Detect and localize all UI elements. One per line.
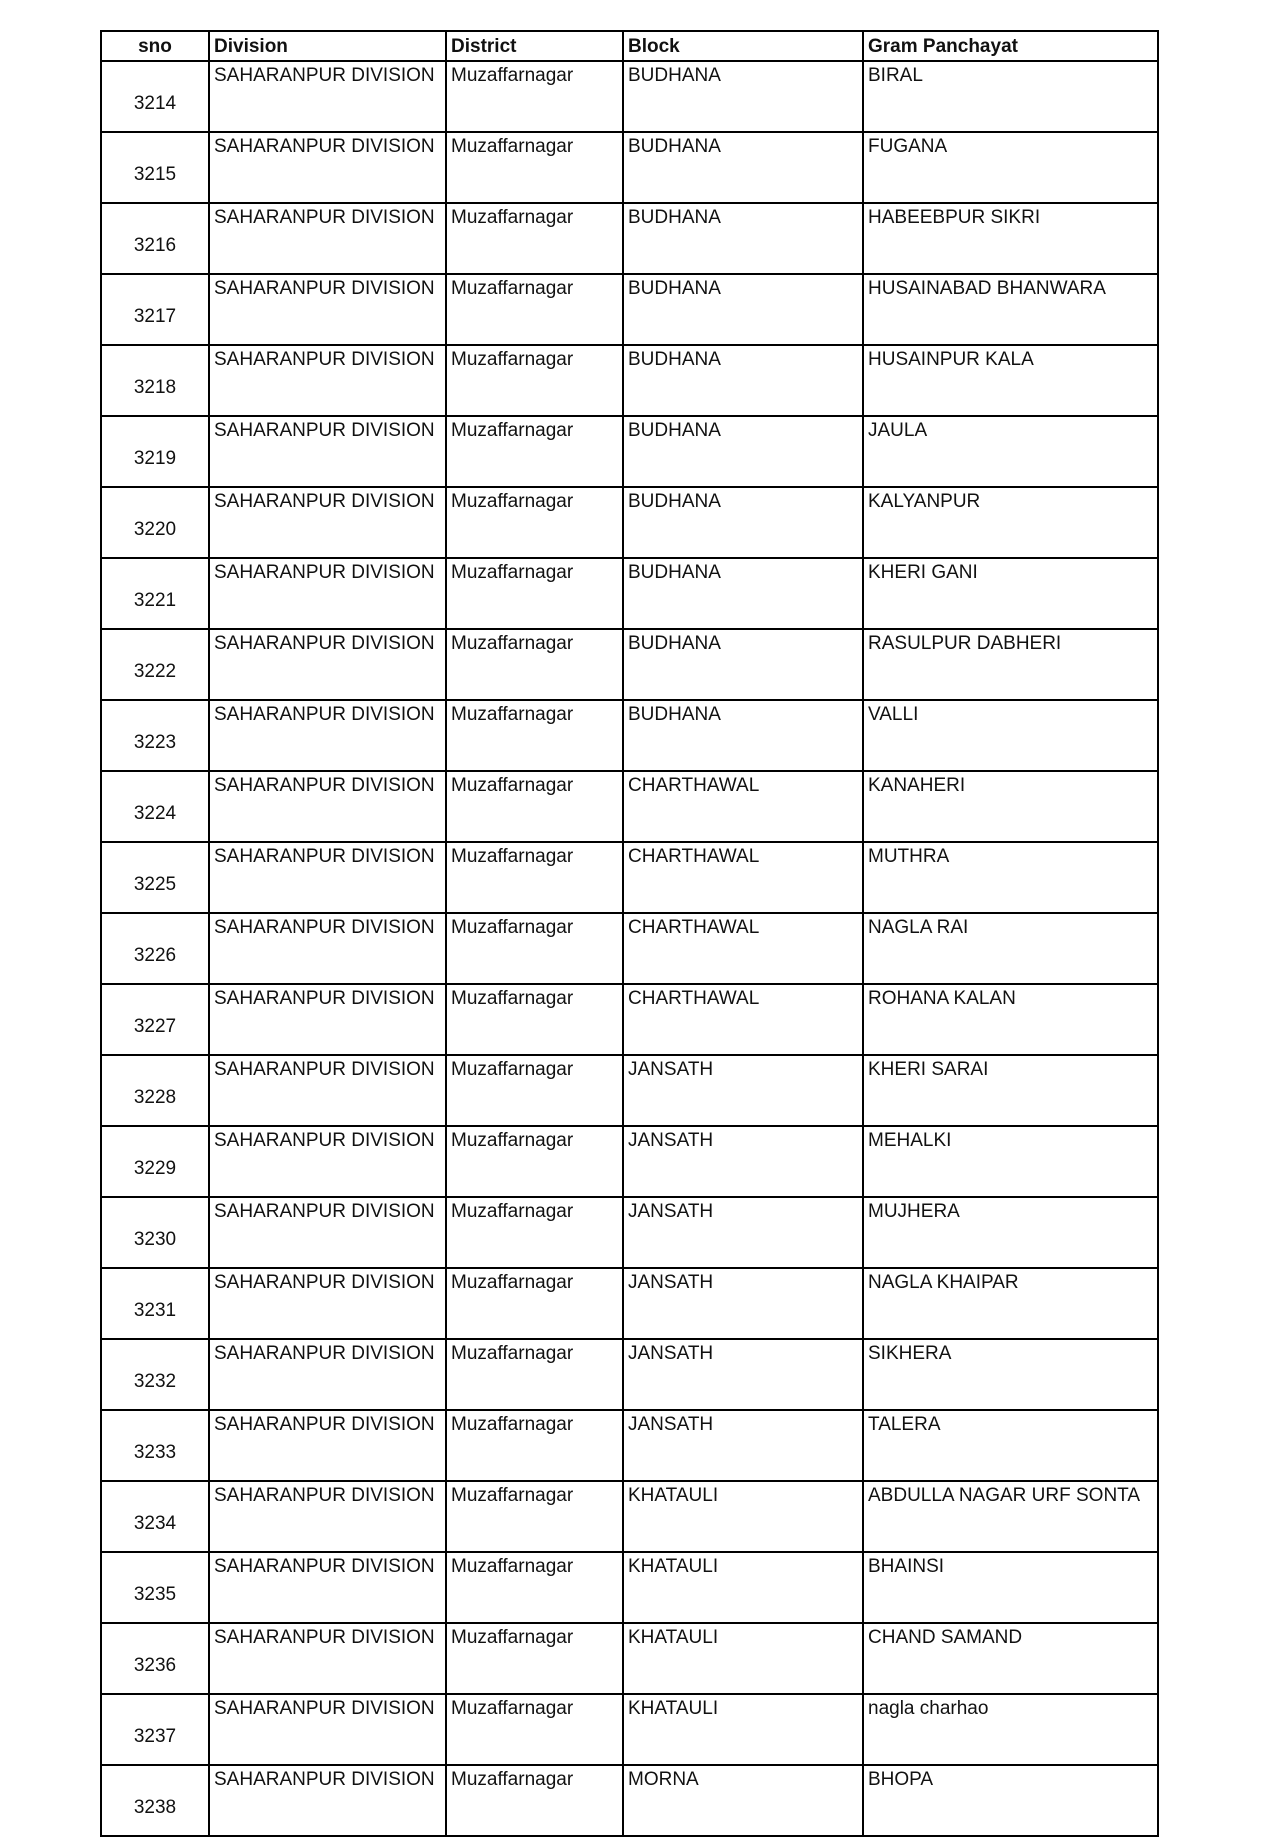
table-row — [101, 1765, 1158, 1836]
cell-gram-panchayat: MUTHRA — [863, 842, 1158, 913]
cell-district: Muzaffarnagar — [446, 771, 623, 842]
cell-district: Muzaffarnagar — [446, 61, 623, 132]
cell-sno: 3226 — [101, 913, 209, 984]
table-body — [101, 61, 1158, 1836]
cell-district: Muzaffarnagar — [446, 345, 623, 416]
cell-district: Muzaffarnagar — [446, 1410, 623, 1481]
cell-block: BUDHANA — [623, 487, 863, 558]
table-row — [101, 1268, 1158, 1339]
cell-division: SAHARANPUR DIVISION — [209, 274, 446, 345]
cell-sno: 3232 — [101, 1339, 209, 1410]
cell-sno: 3236 — [101, 1623, 209, 1694]
cell-district: Muzaffarnagar — [446, 416, 623, 487]
gram-panchayat-table — [100, 30, 1159, 1837]
cell-gram-panchayat: HUSAINABAD BHANWARA — [863, 274, 1158, 345]
cell-district: Muzaffarnagar — [446, 558, 623, 629]
table-row — [101, 1623, 1158, 1694]
cell-district: Muzaffarnagar — [446, 984, 623, 1055]
cell-division: SAHARANPUR DIVISION — [209, 132, 446, 203]
table-row — [101, 842, 1158, 913]
cell-block: JANSATH — [623, 1268, 863, 1339]
document-page — [100, 30, 1159, 1837]
cell-district: Muzaffarnagar — [446, 1268, 623, 1339]
cell-gram-panchayat: NAGLA RAI — [863, 913, 1158, 984]
cell-district: Muzaffarnagar — [446, 1623, 623, 1694]
header-district: District — [446, 31, 623, 61]
cell-division: SAHARANPUR DIVISION — [209, 416, 446, 487]
cell-gram-panchayat: KALYANPUR — [863, 487, 1158, 558]
cell-division: SAHARANPUR DIVISION — [209, 1481, 446, 1552]
cell-division: SAHARANPUR DIVISION — [209, 558, 446, 629]
cell-district: Muzaffarnagar — [446, 132, 623, 203]
table-row — [101, 558, 1158, 629]
cell-block: BUDHANA — [623, 345, 863, 416]
cell-division: SAHARANPUR DIVISION — [209, 629, 446, 700]
cell-gram-panchayat: TALERA — [863, 1410, 1158, 1481]
cell-district: Muzaffarnagar — [446, 1197, 623, 1268]
cell-division: SAHARANPUR DIVISION — [209, 1623, 446, 1694]
cell-block: BUDHANA — [623, 558, 863, 629]
table-row — [101, 1552, 1158, 1623]
cell-sno: 3221 — [101, 558, 209, 629]
cell-gram-panchayat: BIRAL — [863, 61, 1158, 132]
cell-district: Muzaffarnagar — [446, 913, 623, 984]
header-block: Block — [623, 31, 863, 61]
cell-gram-panchayat: VALLI — [863, 700, 1158, 771]
cell-division: SAHARANPUR DIVISION — [209, 1694, 446, 1765]
cell-division: SAHARANPUR DIVISION — [209, 203, 446, 274]
cell-division: SAHARANPUR DIVISION — [209, 1765, 446, 1836]
cell-division: SAHARANPUR DIVISION — [209, 984, 446, 1055]
cell-gram-panchayat: RASULPUR DABHERI — [863, 629, 1158, 700]
table-row — [101, 1126, 1158, 1197]
cell-gram-panchayat: MUJHERA — [863, 1197, 1158, 1268]
cell-block: JANSATH — [623, 1055, 863, 1126]
cell-sno: 3228 — [101, 1055, 209, 1126]
cell-division: SAHARANPUR DIVISION — [209, 1126, 446, 1197]
cell-sno: 3235 — [101, 1552, 209, 1623]
cell-sno: 3216 — [101, 203, 209, 274]
cell-district: Muzaffarnagar — [446, 1552, 623, 1623]
cell-gram-panchayat: BHOPA — [863, 1765, 1158, 1836]
cell-gram-panchayat: nagla charhao — [863, 1694, 1158, 1765]
cell-block: JANSATH — [623, 1197, 863, 1268]
table-row — [101, 203, 1158, 274]
cell-block: MORNA — [623, 1765, 863, 1836]
cell-block: BUDHANA — [623, 203, 863, 274]
cell-block: KHATAULI — [623, 1694, 863, 1765]
cell-block: KHATAULI — [623, 1552, 863, 1623]
table-row — [101, 1481, 1158, 1552]
table-row — [101, 1694, 1158, 1765]
cell-sno: 3215 — [101, 132, 209, 203]
cell-gram-panchayat: HUSAINPUR KALA — [863, 345, 1158, 416]
cell-sno: 3225 — [101, 842, 209, 913]
cell-gram-panchayat: CHAND SAMAND — [863, 1623, 1158, 1694]
header-division: Division — [209, 31, 446, 61]
cell-district: Muzaffarnagar — [446, 487, 623, 558]
cell-sno: 3222 — [101, 629, 209, 700]
cell-division: SAHARANPUR DIVISION — [209, 771, 446, 842]
cell-gram-panchayat: JAULA — [863, 416, 1158, 487]
cell-district: Muzaffarnagar — [446, 1694, 623, 1765]
cell-sno: 3219 — [101, 416, 209, 487]
cell-block: CHARTHAWAL — [623, 913, 863, 984]
cell-sno: 3224 — [101, 771, 209, 842]
table-row — [101, 1197, 1158, 1268]
header-row — [101, 31, 1158, 61]
cell-gram-panchayat: ROHANA KALAN — [863, 984, 1158, 1055]
table-header — [101, 31, 1158, 61]
cell-district: Muzaffarnagar — [446, 1765, 623, 1836]
cell-district: Muzaffarnagar — [446, 629, 623, 700]
cell-division: SAHARANPUR DIVISION — [209, 842, 446, 913]
cell-district: Muzaffarnagar — [446, 1339, 623, 1410]
cell-division: SAHARANPUR DIVISION — [209, 1410, 446, 1481]
table-row — [101, 132, 1158, 203]
cell-district: Muzaffarnagar — [446, 1481, 623, 1552]
table-row — [101, 274, 1158, 345]
cell-district: Muzaffarnagar — [446, 842, 623, 913]
cell-district: Muzaffarnagar — [446, 203, 623, 274]
table-row — [101, 61, 1158, 132]
cell-sno: 3217 — [101, 274, 209, 345]
cell-block: BUDHANA — [623, 132, 863, 203]
cell-block: KHATAULI — [623, 1481, 863, 1552]
table-row — [101, 700, 1158, 771]
table-row — [101, 1055, 1158, 1126]
cell-division: SAHARANPUR DIVISION — [209, 61, 446, 132]
cell-sno: 3223 — [101, 700, 209, 771]
cell-sno: 3229 — [101, 1126, 209, 1197]
cell-sno: 3230 — [101, 1197, 209, 1268]
cell-block: JANSATH — [623, 1410, 863, 1481]
cell-sno: 3231 — [101, 1268, 209, 1339]
cell-gram-panchayat: KANAHERI — [863, 771, 1158, 842]
cell-block: BUDHANA — [623, 629, 863, 700]
cell-gram-panchayat: SIKHERA — [863, 1339, 1158, 1410]
header-gram-panchayat: Gram Panchayat — [863, 31, 1158, 61]
cell-gram-panchayat: KHERI SARAI — [863, 1055, 1158, 1126]
cell-gram-panchayat: ABDULLA NAGAR URF SONTA — [863, 1481, 1158, 1552]
cell-block: CHARTHAWAL — [623, 842, 863, 913]
table-row — [101, 984, 1158, 1055]
cell-block: BUDHANA — [623, 700, 863, 771]
cell-gram-panchayat: MEHALKI — [863, 1126, 1158, 1197]
cell-gram-panchayat: HABEEBPUR SIKRI — [863, 203, 1158, 274]
cell-block: CHARTHAWAL — [623, 771, 863, 842]
cell-block: JANSATH — [623, 1126, 863, 1197]
cell-division: SAHARANPUR DIVISION — [209, 1055, 446, 1126]
cell-sno: 3237 — [101, 1694, 209, 1765]
cell-division: SAHARANPUR DIVISION — [209, 345, 446, 416]
cell-sno: 3218 — [101, 345, 209, 416]
table-row — [101, 1410, 1158, 1481]
cell-block: BUDHANA — [623, 274, 863, 345]
cell-division: SAHARANPUR DIVISION — [209, 913, 446, 984]
cell-sno: 3227 — [101, 984, 209, 1055]
cell-gram-panchayat: KHERI GANI — [863, 558, 1158, 629]
cell-block: CHARTHAWAL — [623, 984, 863, 1055]
cell-sno: 3214 — [101, 61, 209, 132]
cell-gram-panchayat: BHAINSI — [863, 1552, 1158, 1623]
table-row — [101, 629, 1158, 700]
cell-division: SAHARANPUR DIVISION — [209, 1268, 446, 1339]
cell-sno: 3220 — [101, 487, 209, 558]
cell-sno: 3233 — [101, 1410, 209, 1481]
table-row — [101, 913, 1158, 984]
cell-district: Muzaffarnagar — [446, 1055, 623, 1126]
cell-sno: 3238 — [101, 1765, 209, 1836]
table-row — [101, 487, 1158, 558]
table-row — [101, 416, 1158, 487]
cell-block: KHATAULI — [623, 1623, 863, 1694]
cell-division: SAHARANPUR DIVISION — [209, 1339, 446, 1410]
cell-block: JANSATH — [623, 1339, 863, 1410]
cell-division: SAHARANPUR DIVISION — [209, 1197, 446, 1268]
cell-district: Muzaffarnagar — [446, 1126, 623, 1197]
cell-sno: 3234 — [101, 1481, 209, 1552]
cell-district: Muzaffarnagar — [446, 274, 623, 345]
cell-division: SAHARANPUR DIVISION — [209, 700, 446, 771]
cell-gram-panchayat: NAGLA KHAIPAR — [863, 1268, 1158, 1339]
cell-block: BUDHANA — [623, 61, 863, 132]
cell-division: SAHARANPUR DIVISION — [209, 1552, 446, 1623]
cell-district: Muzaffarnagar — [446, 700, 623, 771]
table-row — [101, 771, 1158, 842]
table-row — [101, 345, 1158, 416]
cell-division: SAHARANPUR DIVISION — [209, 487, 446, 558]
header-sno: sno — [101, 31, 209, 61]
table-row — [101, 1339, 1158, 1410]
cell-gram-panchayat: FUGANA — [863, 132, 1158, 203]
cell-block: BUDHANA — [623, 416, 863, 487]
